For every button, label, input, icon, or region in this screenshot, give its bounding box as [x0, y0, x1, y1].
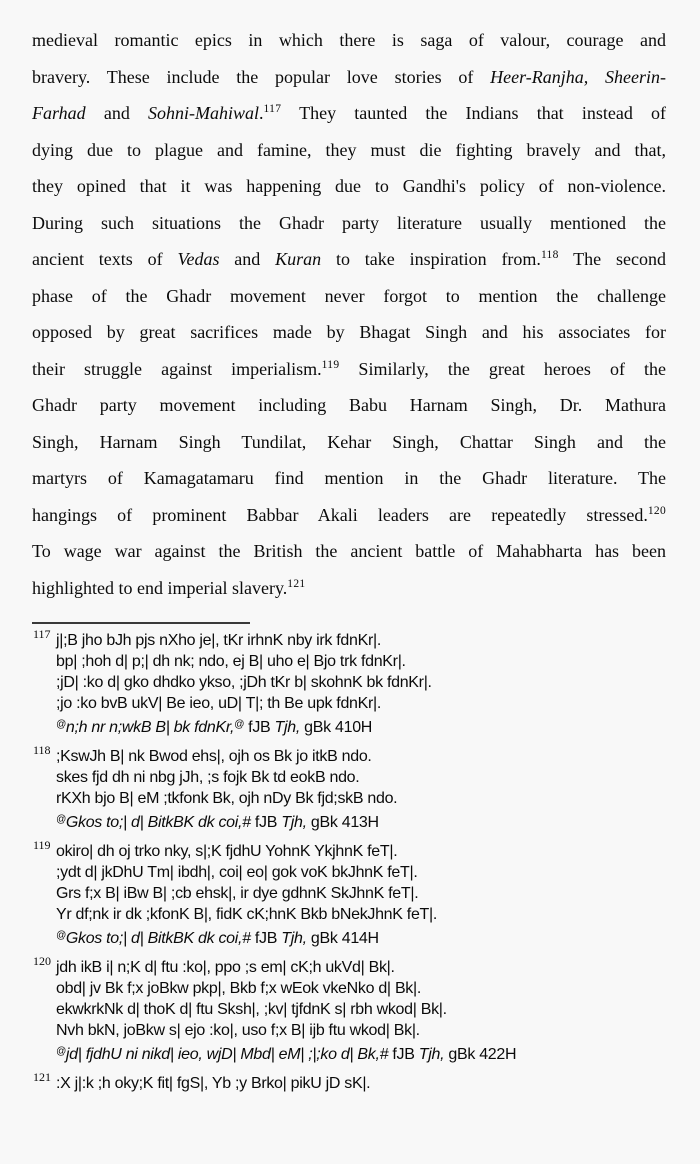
text-segment: Tjh,	[274, 719, 301, 736]
text-segment: their struggle against imperialism.	[32, 358, 322, 379]
footnote-number: 117	[33, 627, 51, 641]
footnote-number: 119	[33, 838, 51, 852]
body-text-line	[32, 314, 666, 351]
text-segment: fJB	[244, 719, 275, 736]
footnote	[32, 743, 666, 833]
footnote-line	[56, 841, 666, 862]
text-segment: ;ydt d| jkDhU Tm| ibdh|, coi| eo| gok voK bkJhnK feT|.	[56, 864, 418, 881]
footnote-ref: 117	[263, 103, 282, 115]
footnote-line	[56, 1041, 666, 1065]
text-segment: ;jD| :ko d| gko dhdko ykso, ;jDh tKr b| skohnK bk fdnKr|.	[56, 674, 432, 691]
text-segment: dying due to plague and famine, they must die fighting bravely and that,	[32, 139, 666, 160]
text-segment: martyrs of Kamagatamaru find mention in the Ghadr literature. The	[32, 468, 666, 488]
text-segment: They taunted the Indians that instead of	[281, 103, 666, 123]
footnote-ref: 121	[287, 577, 306, 590]
body-text-line	[32, 59, 666, 96]
text-segment: bp| ;hoh d| p;| dh nk; ndo, ej B| uho e| Bjo trk fdnKr|.	[56, 653, 406, 670]
text-segment: To wage war against the British the ancient battle of Mahabharta has been	[32, 541, 666, 561]
text-segment: hangings of prominent Babbar Akali leaders are repeatedly stressed.	[32, 504, 648, 525]
body-text-line	[32, 241, 666, 278]
text-segment: Heer-Ranjha, Sheerin-	[490, 66, 666, 87]
text-segment: medieval romantic epics in which there is saga of valour, courage and	[32, 30, 666, 50]
text-segment: .	[259, 103, 264, 123]
text-segment: Ghadr party movement including Babu Harnam Singh, Dr. Mathura	[32, 395, 666, 415]
text-segment: Grs f;x B| iBw B| ;cb ehsk|, ir dye gdhnK SkJhnK feT|.	[56, 885, 419, 902]
text-segment: j|;B jho bJh pjs nXho je|, tKr irhnK nby irk fdnKr|.	[56, 632, 382, 649]
text-segment: Tjh,	[281, 814, 307, 831]
footnote-ref: 119	[321, 358, 340, 371]
text-segment: n;h nr n;wkB B| bk fdnKr,	[65, 719, 235, 736]
footnote-line	[56, 883, 666, 904]
text-segment: Farhad	[32, 103, 86, 123]
text-segment: obd| jv Bk f;x joBkw pkp|, Bkb f;x wEok vkeNko d| Bk|.	[56, 980, 422, 997]
footnote-line	[56, 862, 666, 883]
footnote-separator	[32, 622, 250, 624]
body-text-line	[32, 132, 666, 169]
text-segment: Kuran	[275, 249, 322, 269]
text-segment: opposed by great sacrifices made by Bhagat Singh and his associates for	[32, 322, 666, 342]
text-segment: Yr df;nk ir dk ;kfonK B|, fidK cK;hnK Bkb bNekJhnK feT|.	[56, 906, 438, 923]
text-segment: @	[56, 719, 66, 730]
text-segment: @	[56, 930, 66, 941]
text-segment: they opined that it was happening due to Gandhi's policy of non-violence.	[32, 176, 666, 196]
footnote-ref: 118	[540, 249, 559, 261]
text-segment: fJB	[250, 930, 282, 947]
body-text-line	[32, 22, 666, 59]
text-segment: #	[242, 814, 251, 831]
text-segment: Similarly, the great heroes of the	[339, 358, 666, 379]
footnote-line	[56, 978, 666, 999]
body-text-line	[32, 460, 666, 497]
text-segment: highlighted to end imperial slavery.	[32, 577, 288, 598]
text-segment: Tjh,	[418, 1046, 445, 1063]
body-text-line	[32, 168, 666, 205]
text-segment: ;jo :ko bvB ukV| Be ieo, uD| T|; th Be upk fdnKr|.	[56, 695, 382, 712]
text-segment: rKXh bjo B| eM ;tkfonk Bk, ojh nDy Bk fjd;skB ndo.	[56, 790, 398, 807]
footnote-line	[56, 957, 666, 978]
text-segment: gBk 410H	[300, 719, 373, 736]
text-segment: fJB	[388, 1046, 419, 1063]
text-segment: and	[219, 249, 276, 269]
text-segment: During such situations the Ghadr party literature usually mentioned the	[32, 212, 666, 233]
footnote-number: 120	[33, 954, 51, 968]
body-text-line	[32, 424, 666, 461]
body-text-line	[32, 497, 666, 534]
body-text-line	[32, 387, 666, 424]
text-segment: Nvh bkN, joBkw s| ejo :ko|, uso f;x B| ijb ftu wkod| Bk|.	[56, 1022, 420, 1039]
footnote-line	[56, 672, 666, 693]
footnote-line	[56, 788, 666, 809]
footnote-line	[56, 1020, 666, 1041]
body-text-line	[32, 570, 666, 607]
text-segment: fJB	[250, 814, 282, 831]
text-segment: ;KswJh B| nk Bwod ehs|, ojh os Bk jo itkB ndo.	[56, 748, 372, 765]
text-segment: ekwkrkNk d| thoK d| ftu Sksh|, ;kv| tjfdnK s| rbh wkod| Bk|.	[56, 1001, 447, 1018]
footnote-line	[56, 693, 666, 714]
footnote-ref: 120	[647, 504, 666, 517]
text-segment: #	[379, 1046, 389, 1063]
text-segment: Tjh,	[281, 930, 307, 947]
text-segment: Singh, Harnam Singh Tundilat, Kehar Singh, Chattar Singh and the	[32, 431, 666, 452]
text-segment: Vedas	[177, 249, 220, 269]
body-text-line	[32, 95, 666, 132]
footnote-line	[56, 651, 666, 672]
footnote-line	[56, 809, 666, 833]
text-segment: gBk 422H	[444, 1046, 517, 1063]
footnote-line	[56, 904, 666, 925]
text-segment: and	[85, 103, 149, 123]
text-segment: to take inspiration from.	[321, 249, 541, 269]
footnote	[32, 1070, 666, 1094]
footnote-line	[56, 767, 666, 788]
text-segment: ancient texts of	[32, 249, 178, 269]
footnote-line	[56, 925, 666, 949]
text-segment: The second	[558, 249, 666, 269]
text-segment: #	[242, 930, 251, 947]
body-text-line	[32, 278, 666, 315]
text-segment: @	[234, 719, 245, 730]
text-segment: gBk 413H	[306, 814, 379, 831]
body-text	[32, 22, 666, 606]
footnote-line	[56, 714, 666, 738]
footnotes-section	[32, 627, 666, 1094]
text-segment: Gkos to;| d| BitkBK dk coi,	[65, 814, 243, 831]
text-segment: :X j|:k ;h oky;K fit| fgS|, Yb ;y Brko| pikU jD sK|.	[56, 1075, 371, 1092]
footnote	[32, 838, 666, 949]
body-text-line	[32, 533, 666, 570]
text-segment: @	[56, 1046, 66, 1057]
footnote-line	[56, 746, 666, 767]
footnote	[32, 954, 666, 1065]
footnote-line	[56, 999, 666, 1020]
text-segment: jdh ikB i| n;K d| ftu :ko|, ppo ;s em| cK;h ukVd| Bk|.	[56, 959, 395, 976]
text-segment: phase of the Ghadr movement never forgot to mention the challenge	[32, 285, 666, 306]
text-segment: @	[56, 814, 66, 825]
footnote	[32, 627, 666, 738]
text-segment: okiro| dh oj trko nky, s|;K fjdhU YohnK YkjhnK feT|.	[56, 843, 398, 860]
footnote-line	[56, 1073, 666, 1094]
text-segment: Sohni-Mahiwal	[148, 103, 260, 123]
body-text-line	[32, 351, 666, 388]
text-segment: Gkos to;| d| BitkBK dk coi,	[65, 930, 243, 947]
footnote-line	[56, 630, 666, 651]
text-segment: bravery. These include the popular love stories of	[32, 66, 491, 87]
text-segment: skes fjd dh ni nbg jJh, ;s fojk Bk td eokB ndo.	[56, 769, 360, 786]
footnote-number: 118	[33, 743, 51, 757]
footnote-number: 121	[33, 1070, 51, 1084]
text-segment: gBk 414H	[306, 930, 379, 947]
body-text-line	[32, 205, 666, 242]
text-segment: jd| fjdhU ni nikd| ieo, wjD| Mbd| eM| ;|;ko d| Bk,	[65, 1046, 380, 1063]
